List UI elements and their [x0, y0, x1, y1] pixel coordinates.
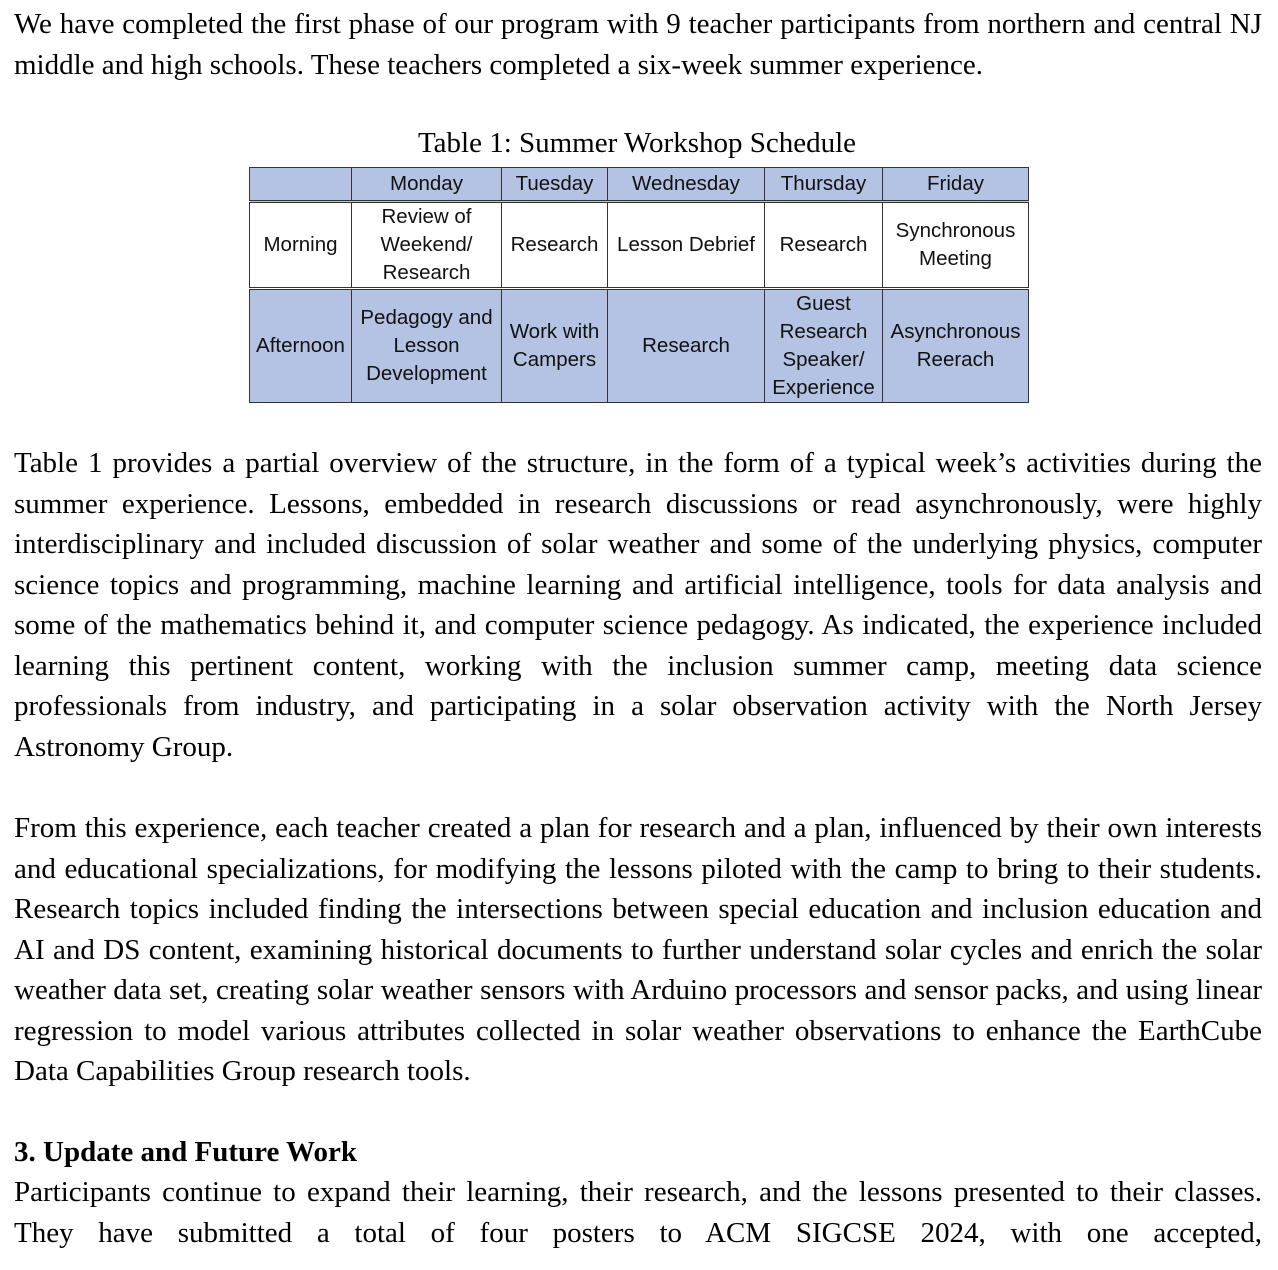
intro-paragraph: We have completed the first phase of our program with 9 teacher participants from northern and central NJ middle and high schools. These teachers completed a six-week summer experience. — [14, 8, 1262, 81]
cell-afternoon-tuesday: Work with Campers — [502, 289, 608, 403]
row-label-afternoon: Afternoon — [250, 289, 352, 403]
header-monday: Monday — [352, 168, 502, 202]
table-row-afternoon — [250, 289, 1029, 403]
cell-morning-monday: Review of Weekend/ Research — [352, 202, 502, 289]
header-tuesday: Tuesday — [502, 168, 608, 202]
header-wednesday: Wednesday — [608, 168, 765, 202]
table-caption: Table 1: Summer Workshop Schedule — [417, 127, 857, 159]
cell-afternoon-monday: Pedagogy and Lesson Development — [352, 289, 502, 403]
table-row-morning — [250, 202, 1029, 289]
header-friday: Friday — [883, 168, 1029, 202]
cell-morning-tuesday: Research — [502, 202, 608, 289]
cell-morning-friday: Synchronous Meeting — [883, 202, 1029, 289]
cell-morning-thursday: Research — [765, 202, 883, 289]
plans-paragraph: From this experience, each teacher created a plan for research and a plan, influenced by their own interests and educational specializations, for modifying the lessons piloted with the camp to bring to their students. Research topics included finding the intersections between special education and inclusion education and AI and DS content, examining historical documents to further understand solar cycles and enrich the solar weather data set, creating solar weather sensors with Arduino processors and sensor packs, and using linear regression to model various attributes collected in solar weather observations to enhance the EarthCube Data Capabilities Group research tools. — [14, 812, 1262, 1087]
update-paragraph: Participants continue to expand their learning, their research, and the lessons presented to their classes. They have submitted a total of four posters to ACM SIGCSE 2024, with one accepted, — [14, 1176, 1262, 1249]
cell-afternoon-thursday: Guest Research Speaker/ Experience — [765, 289, 883, 403]
header-thursday: Thursday — [765, 168, 883, 202]
cell-afternoon-wednesday: Research — [608, 289, 765, 403]
schedule-table — [249, 167, 1029, 403]
overview-paragraph: Table 1 provides a partial overview of the structure, in the form of a typical week’s activities during the summer experience. Lessons, embedded in research discussions or read asynchronously, were highly interdisciplinary and included discussion of solar weather and some of the underlying physics, computer science topics and programming, machine learning and artificial intelligence, tools for data analysis and some of the mathematics behind it, and computer science pedagogy. As indicated, the experience included learning this pertinent content, working with the inclusion summer camp, meeting data science professionals from industry, and participating in a solar observation activity with the North Jersey Astronomy Group. — [14, 447, 1262, 763]
table-header-row — [250, 168, 1029, 202]
cell-afternoon-friday: Asynchronous Reerach — [883, 289, 1029, 403]
header-corner-cell — [250, 168, 352, 202]
row-label-morning: Morning — [250, 202, 352, 289]
section-heading: 3. Update and Future Work — [14, 1136, 357, 1168]
cell-morning-wednesday: Lesson Debrief — [608, 202, 765, 289]
